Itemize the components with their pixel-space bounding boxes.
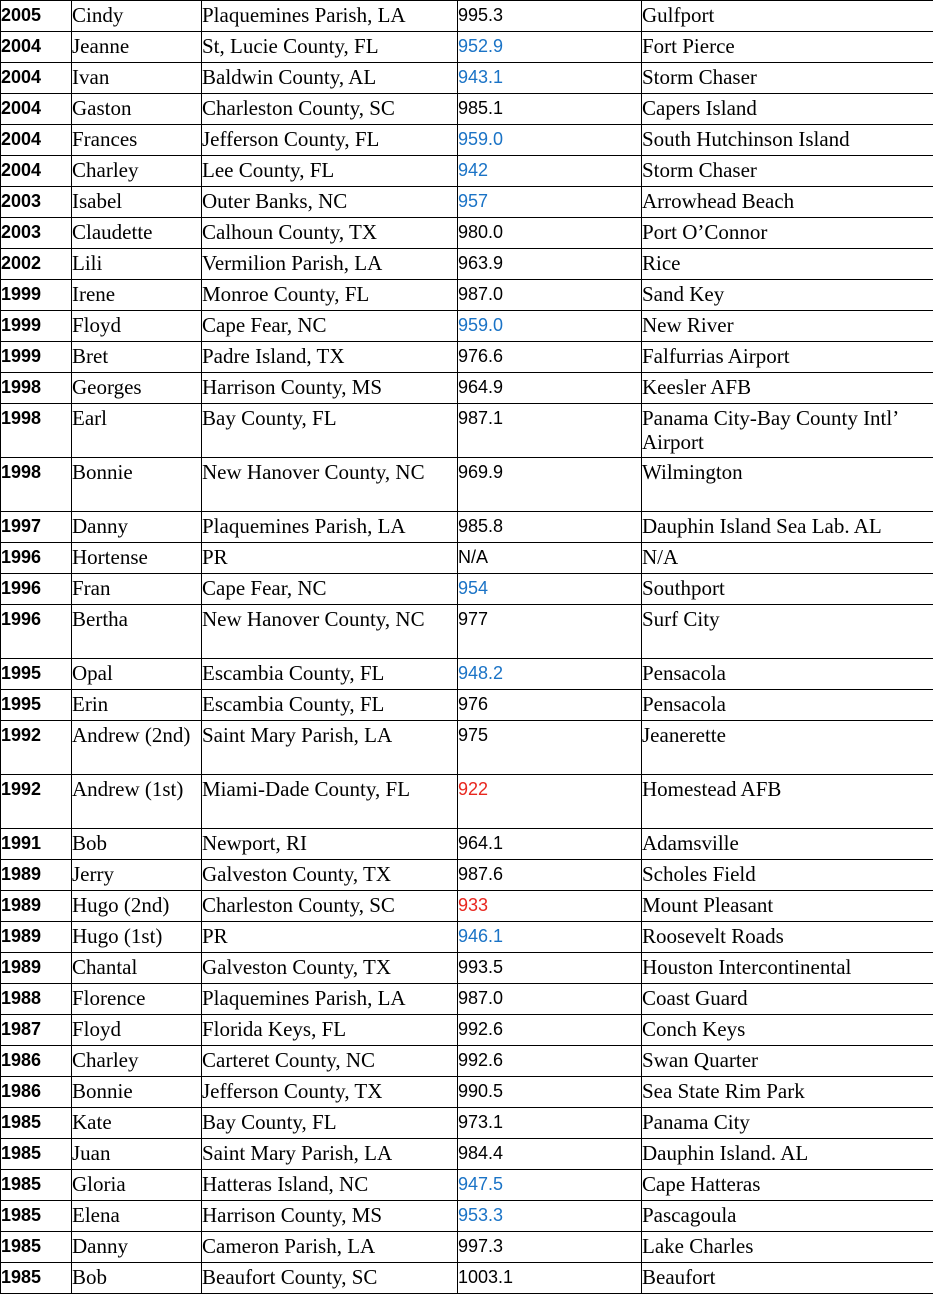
storm-name-cell: Hugo (2nd) bbox=[72, 891, 202, 922]
storm-name-cell: Gloria bbox=[72, 1170, 202, 1201]
landfall-location-cell: Plaquemines Parish, LA bbox=[202, 512, 458, 543]
pressure-cell: N/A bbox=[458, 543, 642, 574]
station-cell: Rice bbox=[642, 249, 933, 280]
station-cell: Conch Keys bbox=[642, 1015, 933, 1046]
table-row bbox=[1, 721, 933, 775]
year-cell: 1985 bbox=[1, 1170, 72, 1201]
landfall-location-cell: Miami-Dade County, FL bbox=[202, 775, 458, 829]
table-row bbox=[1, 1, 933, 32]
year-cell: 1988 bbox=[1, 984, 72, 1015]
storm-name-cell: Bret bbox=[72, 342, 202, 373]
storm-name-cell: Earl bbox=[72, 404, 202, 458]
station-cell: Homestead AFB bbox=[642, 775, 933, 829]
year-cell: 1991 bbox=[1, 829, 72, 860]
year-cell: 1998 bbox=[1, 404, 72, 458]
storm-name-cell: Hugo (1st) bbox=[72, 922, 202, 953]
landfall-location-cell: St, Lucie County, FL bbox=[202, 32, 458, 63]
station-cell: Capers Island bbox=[642, 94, 933, 125]
storm-name-cell: Floyd bbox=[72, 311, 202, 342]
table-row bbox=[1, 342, 933, 373]
station-cell: Fort Pierce bbox=[642, 32, 933, 63]
table-row bbox=[1, 1170, 933, 1201]
landfall-location-cell: Charleston County, SC bbox=[202, 94, 458, 125]
year-cell: 1992 bbox=[1, 721, 72, 775]
storm-name-cell: Chantal bbox=[72, 953, 202, 984]
storm-name-cell: Andrew (2nd) bbox=[72, 721, 202, 775]
pressure-cell: 984.4 bbox=[458, 1139, 642, 1170]
storm-name-cell: Bob bbox=[72, 1263, 202, 1294]
year-cell: 1992 bbox=[1, 775, 72, 829]
year-cell: 1989 bbox=[1, 860, 72, 891]
storm-name-cell: Bonnie bbox=[72, 458, 202, 512]
storm-name-cell: Kate bbox=[72, 1108, 202, 1139]
station-cell: Southport bbox=[642, 574, 933, 605]
pressure-cell: 959.0 bbox=[458, 125, 642, 156]
landfall-location-cell: Lee County, FL bbox=[202, 156, 458, 187]
storm-name-cell: Ivan bbox=[72, 63, 202, 94]
year-cell: 1986 bbox=[1, 1077, 72, 1108]
pressure-cell: 987.6 bbox=[458, 860, 642, 891]
year-cell: 1997 bbox=[1, 512, 72, 543]
pressure-cell: 976 bbox=[458, 690, 642, 721]
table-row bbox=[1, 1139, 933, 1170]
year-cell: 1999 bbox=[1, 280, 72, 311]
year-cell: 1985 bbox=[1, 1139, 72, 1170]
table-row bbox=[1, 690, 933, 721]
landfall-location-cell: New Hanover County, NC bbox=[202, 458, 458, 512]
station-cell: Panama City-Bay County Intl’ Airport bbox=[642, 404, 933, 458]
table-row bbox=[1, 249, 933, 280]
station-cell: Scholes Field bbox=[642, 860, 933, 891]
landfall-location-cell: New Hanover County, NC bbox=[202, 605, 458, 659]
storm-name-cell: Florence bbox=[72, 984, 202, 1015]
storm-name-cell: Gaston bbox=[72, 94, 202, 125]
landfall-location-cell: Saint Mary Parish, LA bbox=[202, 1139, 458, 1170]
year-cell: 1996 bbox=[1, 605, 72, 659]
storm-name-cell: Elena bbox=[72, 1201, 202, 1232]
table-row bbox=[1, 458, 933, 512]
pressure-cell: 959.0 bbox=[458, 311, 642, 342]
station-cell: N/A bbox=[642, 543, 933, 574]
table-row bbox=[1, 218, 933, 249]
table-row bbox=[1, 1077, 933, 1108]
landfall-location-cell: Newport, RI bbox=[202, 829, 458, 860]
pressure-cell: 964.9 bbox=[458, 373, 642, 404]
pressure-cell: 992.6 bbox=[458, 1015, 642, 1046]
landfall-location-cell: Saint Mary Parish, LA bbox=[202, 721, 458, 775]
station-cell: Keesler AFB bbox=[642, 373, 933, 404]
pressure-cell: 980.0 bbox=[458, 218, 642, 249]
storm-name-cell: Danny bbox=[72, 512, 202, 543]
pressure-cell: 993.5 bbox=[458, 953, 642, 984]
storm-name-cell: Opal bbox=[72, 659, 202, 690]
table-row bbox=[1, 94, 933, 125]
table-row bbox=[1, 860, 933, 891]
pressure-cell: 992.6 bbox=[458, 1046, 642, 1077]
storm-name-cell: Charley bbox=[72, 1046, 202, 1077]
landfall-location-cell: Bay County, FL bbox=[202, 404, 458, 458]
station-cell: New River bbox=[642, 311, 933, 342]
landfall-location-cell: Escambia County, FL bbox=[202, 659, 458, 690]
station-cell: Roosevelt Roads bbox=[642, 922, 933, 953]
landfall-location-cell: Galveston County, TX bbox=[202, 860, 458, 891]
storm-name-cell: Charley bbox=[72, 156, 202, 187]
year-cell: 2004 bbox=[1, 63, 72, 94]
table-row bbox=[1, 187, 933, 218]
table-row bbox=[1, 373, 933, 404]
station-cell: Adamsville bbox=[642, 829, 933, 860]
station-cell: Sand Key bbox=[642, 280, 933, 311]
storm-name-cell: Lili bbox=[72, 249, 202, 280]
year-cell: 2003 bbox=[1, 218, 72, 249]
landfall-location-cell: Outer Banks, NC bbox=[202, 187, 458, 218]
year-cell: 2005 bbox=[1, 1, 72, 32]
station-cell: Swan Quarter bbox=[642, 1046, 933, 1077]
pressure-cell: 964.1 bbox=[458, 829, 642, 860]
storm-name-cell: Andrew (1st) bbox=[72, 775, 202, 829]
pressure-cell: 943.1 bbox=[458, 63, 642, 94]
year-cell: 1985 bbox=[1, 1201, 72, 1232]
storm-name-cell: Claudette bbox=[72, 218, 202, 249]
pressure-cell: 977 bbox=[458, 605, 642, 659]
landfall-location-cell: Bay County, FL bbox=[202, 1108, 458, 1139]
year-cell: 1999 bbox=[1, 311, 72, 342]
pressure-cell: 942 bbox=[458, 156, 642, 187]
pressure-cell: 933 bbox=[458, 891, 642, 922]
storm-name-cell: Floyd bbox=[72, 1015, 202, 1046]
year-cell: 1989 bbox=[1, 953, 72, 984]
station-cell: Port O’Connor bbox=[642, 218, 933, 249]
landfall-location-cell: Plaquemines Parish, LA bbox=[202, 1, 458, 32]
year-cell: 1985 bbox=[1, 1232, 72, 1263]
storm-name-cell: Erin bbox=[72, 690, 202, 721]
station-cell: Sea State Rim Park bbox=[642, 1077, 933, 1108]
station-cell: Falfurrias Airport bbox=[642, 342, 933, 373]
year-cell: 1995 bbox=[1, 690, 72, 721]
table-row bbox=[1, 659, 933, 690]
table-row bbox=[1, 280, 933, 311]
table-row bbox=[1, 1108, 933, 1139]
year-cell: 1989 bbox=[1, 891, 72, 922]
pressure-cell: 997.3 bbox=[458, 1232, 642, 1263]
year-cell: 1999 bbox=[1, 342, 72, 373]
pressure-cell: 957 bbox=[458, 187, 642, 218]
year-cell: 2004 bbox=[1, 125, 72, 156]
landfall-location-cell: Hatteras Island, NC bbox=[202, 1170, 458, 1201]
table-row bbox=[1, 891, 933, 922]
pressure-cell: 969.9 bbox=[458, 458, 642, 512]
pressure-cell: 922 bbox=[458, 775, 642, 829]
pressure-cell: 952.9 bbox=[458, 32, 642, 63]
year-cell: 2003 bbox=[1, 187, 72, 218]
storm-name-cell: Georges bbox=[72, 373, 202, 404]
station-cell: Cape Hatteras bbox=[642, 1170, 933, 1201]
year-cell: 1985 bbox=[1, 1263, 72, 1294]
table-row bbox=[1, 1263, 933, 1294]
pressure-cell: 987.0 bbox=[458, 984, 642, 1015]
landfall-location-cell: PR bbox=[202, 543, 458, 574]
year-cell: 1986 bbox=[1, 1046, 72, 1077]
pressure-cell: 948.2 bbox=[458, 659, 642, 690]
landfall-location-cell: Padre Island, TX bbox=[202, 342, 458, 373]
station-cell: Pensacola bbox=[642, 690, 933, 721]
landfall-location-cell: Carteret County, NC bbox=[202, 1046, 458, 1077]
table-row bbox=[1, 829, 933, 860]
table-row bbox=[1, 125, 933, 156]
station-cell: Storm Chaser bbox=[642, 156, 933, 187]
year-cell: 1996 bbox=[1, 543, 72, 574]
landfall-location-cell: Escambia County, FL bbox=[202, 690, 458, 721]
pressure-cell: 1003.1 bbox=[458, 1263, 642, 1294]
storm-name-cell: Bertha bbox=[72, 605, 202, 659]
pressure-cell: 987.1 bbox=[458, 404, 642, 458]
storm-name-cell: Bonnie bbox=[72, 1077, 202, 1108]
station-cell: Dauphin Island. AL bbox=[642, 1139, 933, 1170]
year-cell: 1998 bbox=[1, 458, 72, 512]
table-row bbox=[1, 1232, 933, 1263]
pressure-cell: 954 bbox=[458, 574, 642, 605]
table-row bbox=[1, 404, 933, 458]
landfall-location-cell: Harrison County, MS bbox=[202, 373, 458, 404]
table-row bbox=[1, 63, 933, 94]
year-cell: 1989 bbox=[1, 922, 72, 953]
storm-name-cell: Irene bbox=[72, 280, 202, 311]
year-cell: 2002 bbox=[1, 249, 72, 280]
pressure-cell: 987.0 bbox=[458, 280, 642, 311]
table-row bbox=[1, 543, 933, 574]
station-cell: Lake Charles bbox=[642, 1232, 933, 1263]
table-row bbox=[1, 512, 933, 543]
landfall-location-cell: PR bbox=[202, 922, 458, 953]
table-row bbox=[1, 574, 933, 605]
year-cell: 2004 bbox=[1, 32, 72, 63]
year-cell: 1987 bbox=[1, 1015, 72, 1046]
landfall-location-cell: Galveston County, TX bbox=[202, 953, 458, 984]
pressure-cell: 995.3 bbox=[458, 1, 642, 32]
landfall-location-cell: Jefferson County, TX bbox=[202, 1077, 458, 1108]
landfall-location-cell: Cameron Parish, LA bbox=[202, 1232, 458, 1263]
station-cell: Arrowhead Beach bbox=[642, 187, 933, 218]
table-row bbox=[1, 156, 933, 187]
station-cell: Beaufort bbox=[642, 1263, 933, 1294]
table-row bbox=[1, 32, 933, 63]
storm-name-cell: Hortense bbox=[72, 543, 202, 574]
landfall-location-cell: Charleston County, SC bbox=[202, 891, 458, 922]
landfall-location-cell: Plaquemines Parish, LA bbox=[202, 984, 458, 1015]
station-cell: Wilmington bbox=[642, 458, 933, 512]
table-row bbox=[1, 311, 933, 342]
pressure-cell: 973.1 bbox=[458, 1108, 642, 1139]
storm-name-cell: Fran bbox=[72, 574, 202, 605]
landfall-location-cell: Vermilion Parish, LA bbox=[202, 249, 458, 280]
storm-name-cell: Bob bbox=[72, 829, 202, 860]
storm-name-cell: Jerry bbox=[72, 860, 202, 891]
station-cell: Houston Intercontinental bbox=[642, 953, 933, 984]
pressure-cell: 963.9 bbox=[458, 249, 642, 280]
station-cell: Coast Guard bbox=[642, 984, 933, 1015]
table-body bbox=[1, 1, 933, 1294]
table-row bbox=[1, 922, 933, 953]
storm-name-cell: Danny bbox=[72, 1232, 202, 1263]
landfall-location-cell: Monroe County, FL bbox=[202, 280, 458, 311]
table-row bbox=[1, 605, 933, 659]
year-cell: 1998 bbox=[1, 373, 72, 404]
pressure-cell: 953.3 bbox=[458, 1201, 642, 1232]
landfall-location-cell: Florida Keys, FL bbox=[202, 1015, 458, 1046]
pressure-cell: 990.5 bbox=[458, 1077, 642, 1108]
landfall-location-cell: Harrison County, MS bbox=[202, 1201, 458, 1232]
landfall-location-cell: Cape Fear, NC bbox=[202, 311, 458, 342]
pressure-cell: 975 bbox=[458, 721, 642, 775]
station-cell: Mount Pleasant bbox=[642, 891, 933, 922]
station-cell: Surf City bbox=[642, 605, 933, 659]
landfall-location-cell: Beaufort County, SC bbox=[202, 1263, 458, 1294]
storm-name-cell: Cindy bbox=[72, 1, 202, 32]
storm-name-cell: Isabel bbox=[72, 187, 202, 218]
pressure-cell: 985.1 bbox=[458, 94, 642, 125]
station-cell: Gulfport bbox=[642, 1, 933, 32]
year-cell: 1995 bbox=[1, 659, 72, 690]
year-cell: 2004 bbox=[1, 94, 72, 125]
pressure-cell: 985.8 bbox=[458, 512, 642, 543]
station-cell: South Hutchinson Island bbox=[642, 125, 933, 156]
table-row bbox=[1, 984, 933, 1015]
station-cell: Panama City bbox=[642, 1108, 933, 1139]
storm-name-cell: Jeanne bbox=[72, 32, 202, 63]
year-cell: 2004 bbox=[1, 156, 72, 187]
pressure-cell: 947.5 bbox=[458, 1170, 642, 1201]
year-cell: 1996 bbox=[1, 574, 72, 605]
storm-name-cell: Juan bbox=[72, 1139, 202, 1170]
station-cell: Dauphin Island Sea Lab. AL bbox=[642, 512, 933, 543]
station-cell: Pascagoula bbox=[642, 1201, 933, 1232]
table-row bbox=[1, 1015, 933, 1046]
station-cell: Storm Chaser bbox=[642, 63, 933, 94]
landfall-location-cell: Jefferson County, FL bbox=[202, 125, 458, 156]
pressure-cell: 946.1 bbox=[458, 922, 642, 953]
station-cell: Pensacola bbox=[642, 659, 933, 690]
table-row bbox=[1, 1046, 933, 1077]
table-row bbox=[1, 1201, 933, 1232]
station-cell: Jeanerette bbox=[642, 721, 933, 775]
landfall-location-cell: Cape Fear, NC bbox=[202, 574, 458, 605]
table-row bbox=[1, 775, 933, 829]
table-row bbox=[1, 953, 933, 984]
landfall-location-cell: Baldwin County, AL bbox=[202, 63, 458, 94]
storm-name-cell: Frances bbox=[72, 125, 202, 156]
year-cell: 1985 bbox=[1, 1108, 72, 1139]
landfall-location-cell: Calhoun County, TX bbox=[202, 218, 458, 249]
pressure-cell: 976.6 bbox=[458, 342, 642, 373]
